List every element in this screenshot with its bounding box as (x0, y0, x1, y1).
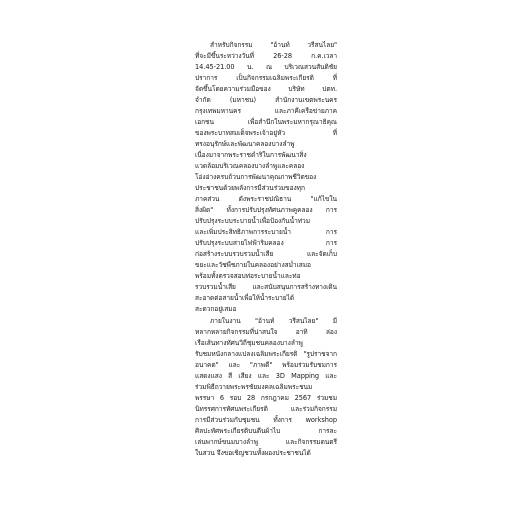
article-text-line: ก่อสร้างระบบรวบรวมน้ำเสีย และจัดเก็บ (195, 250, 337, 258)
article-text-line: แวดล้อมบริเวณคลองบางลำพูและคลอง (195, 162, 305, 170)
article-text-line: สะอาดต่อสายน้ำเพื่อให้น้ำระบายได้ (195, 294, 295, 302)
article-text-line: สิ่งผิด" ทั้งการปรับปรุงทัศนภาพคูคลอง การ (195, 206, 337, 214)
article-paragraph (195, 40, 337, 315)
article-text-line: กรุงเทพมหานคร และภาคีเครือข่ายภาค (195, 107, 337, 115)
article-text-line: สำหรับกิจกรรม "อ้านท์ วรีสนไลย" (210, 41, 337, 49)
article-text-line: เรือเส้นทางทัศนวิถีชุมชนคลองบางลำพู (195, 339, 303, 347)
article-text-line: เอกชน เพื่อสำนึกในพระมหากรุณาธิคุณ (195, 118, 337, 126)
article-text-line: เล่นพากษ์ขนมบางลำพู และกิจกรรมดนตรี (195, 438, 337, 446)
article-text-line: ศิลปะทัศพระเกียรติบนตีนผ้าไบ การละ (195, 427, 337, 435)
article-text-line: ขยะและวัชพืชภายในคลองอย่างสม่ำเสมอ (195, 261, 311, 269)
article-text-line: 14.45-21.00 น. ณ บริเวณสวนสันติชัย (195, 63, 337, 71)
article-text-line: ประชาชนด้วยพลังการมีส่วนร่วมของทุก (195, 184, 305, 192)
article-text-line: พรรษา 6 รอบ 28 กรกฎาคม 2567 ร่วมชม (195, 394, 337, 402)
article-text-line: สะดวกอยู่เสมอ (195, 305, 237, 313)
article-text-line: โอ่งอ่างครบถ้วนการพัฒนาคุณภาพชีวิตของ (195, 173, 317, 181)
article-text-line: ในสวน จึงขอเชิญชวนทั้งผองประชาชนได้ (195, 449, 311, 457)
article-text-line: ทรงอนุรักษ์และพัฒนาคลองบางลำพู (195, 140, 295, 148)
article-text-line: ที่จะมีขึ้นระหว่างวันที่ 26-28 ก.ค.เวลา (195, 52, 337, 60)
article-text-line: แสดงแสง สี เสียง และ 3D Mapping และ (195, 372, 337, 380)
article-text-line: ปราการ เป็นกิจกรรมเฉลิมพระเกียรติ ที่ (195, 74, 337, 82)
article-column (195, 40, 337, 460)
article-text-line: พร้อมทั้งตรวจสอบท่อระบายน้ำและท่อ (195, 272, 301, 280)
article-text-line: ปรับปรุงระบบระบายน้ำเพื่อป้องกันน้ำท่วม (195, 217, 310, 225)
article-text-line: รวบรวมน้ำเสีย และสนับสนุนการสร้างทางเดิน (195, 283, 337, 291)
article-text-line: ร่วมพิธีถวายพระพรชัยมงคลเฉลิมพระชนม (195, 383, 313, 391)
article-text-line: ภายในงาน "อ้านท์ วรีสนไลย" มี (210, 317, 337, 325)
article-text-line: รับชมหนังกลางแปลงเฉลิมพระเกียรติ "รูปราชจาก (195, 350, 337, 358)
article-text-line: ภาคส่วน ดังพระราชปณิธาน "แก้ไขใน (195, 195, 337, 203)
article-paragraph (195, 316, 337, 459)
article-text-line: นิทรรศการทัศนพระเกียรติ และร่วมกิจกรรม (195, 405, 337, 413)
article-text-line: และเพิ่มประสิทธิภาพการระบายน้ำ การ (195, 228, 337, 236)
article-text-line: จำกัด (มหาชน) สำนักงานเขตพระนคร (195, 96, 337, 104)
article-text-line: เนื่องมาจากพระราชดำริในการพัฒนาสิ่ง (195, 151, 307, 159)
article-text-line: จัดขึ้นโดยความร่วมมือของ บริษัท ปตท. (195, 85, 337, 93)
article-text-line: การมีส่วนร่วมกับชุมชน ทั้งการ workshop (195, 416, 337, 424)
article-text-line: หลากหลายกิจกรรมที่น่าสนใจ อาทิ ล่อง (195, 328, 337, 336)
article-text-line: ของพระบาทสมเด็จพระเจ้าอยู่หัว ที่ (195, 129, 337, 137)
article-text-line: ปรับปรุงระบบสายไฟฟ้าริมคลอง การ (195, 239, 337, 247)
article-text-line: อนาคต" และ "ภาพดี" พร้อมร่วมรับชมการ (195, 361, 337, 369)
